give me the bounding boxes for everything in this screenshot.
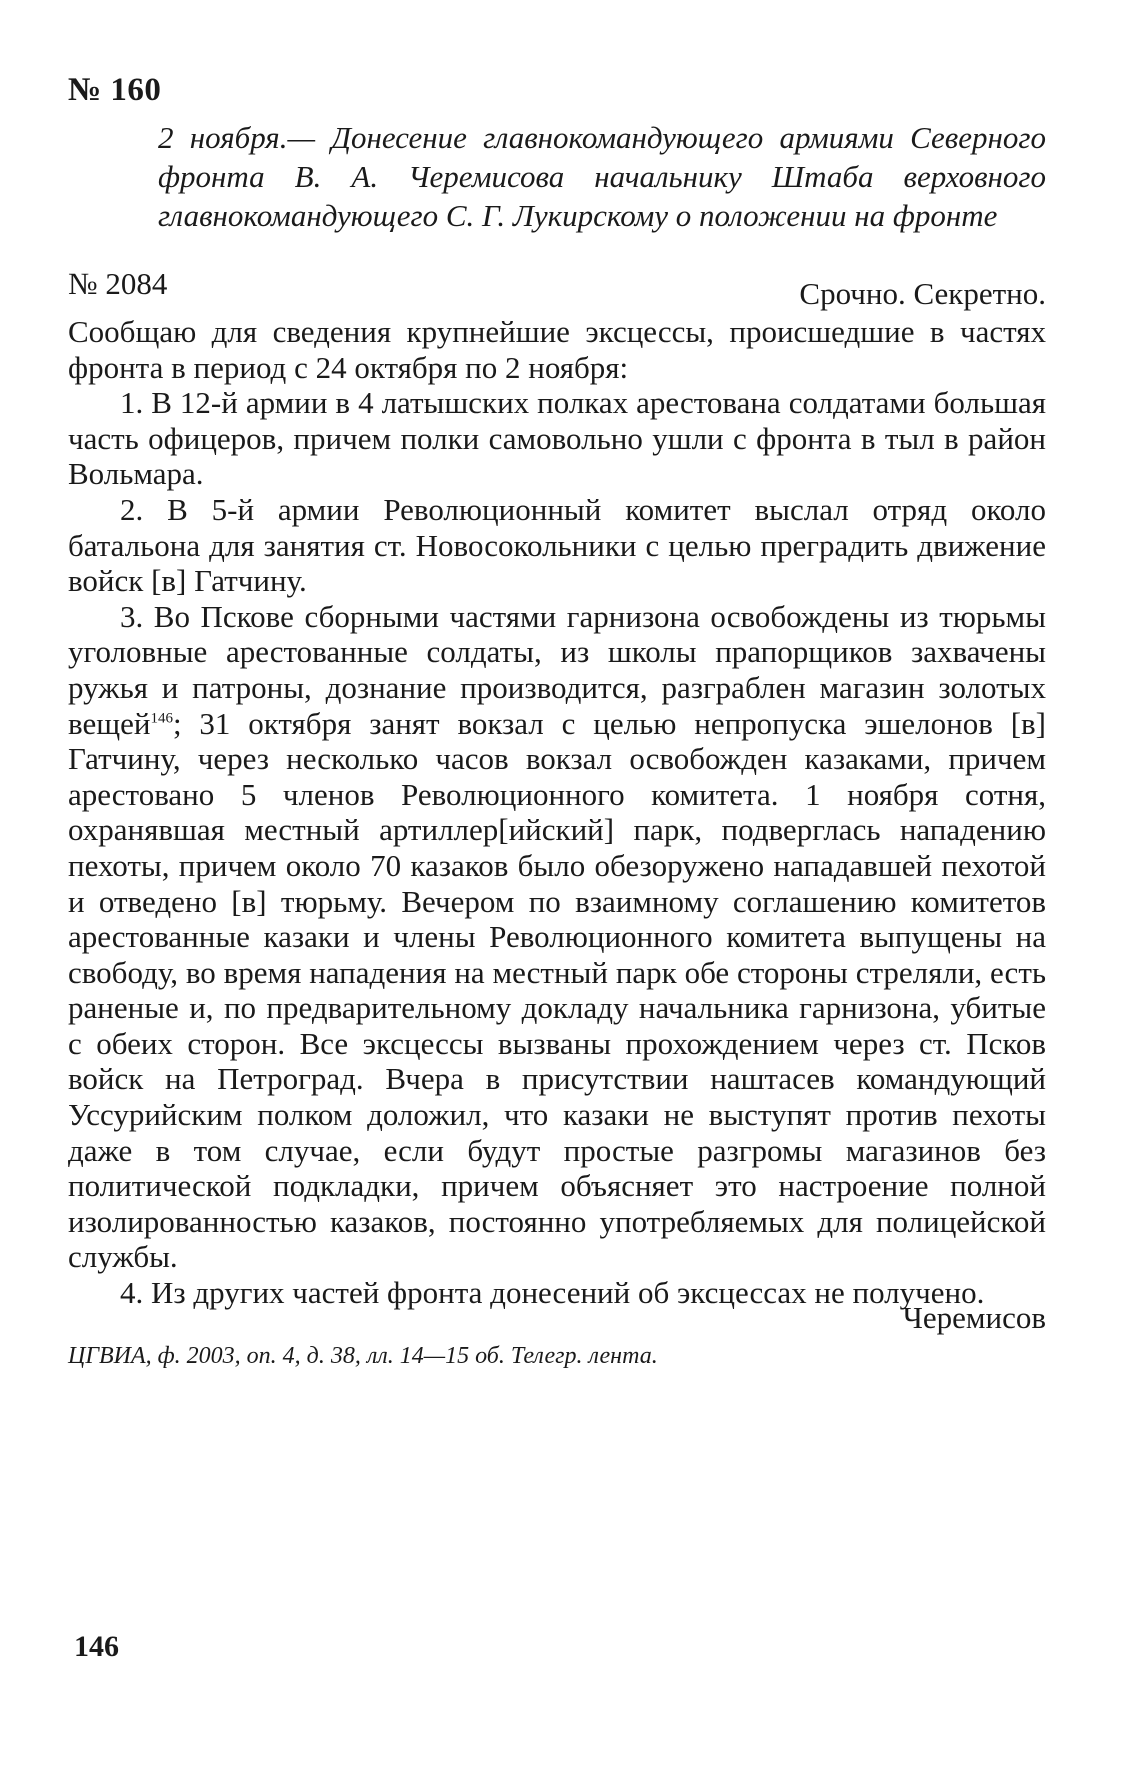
document-title: 2 ноября.— Донесение главнокомандующего армиями Северного фронта В. А. Черемисова начальнику Штаба верховного главнокомандующего С. Г. Лукирскому о положении на фронте <box>158 120 1046 233</box>
report-item-3-start: 3. Во Пскове сборными частями гарнизона освобождены из тюрьмы уголовные арестованные солдаты, из школы прапорщиков захвачены ружья и патроны, дознание производится, разграблен магазин золотых вещей <box>68 598 1046 741</box>
classification-label: Срочно. Секретно. <box>799 276 1046 311</box>
report-item-4: 4. Из других частей фронта донесений об эксцессах не получено. <box>120 1275 985 1311</box>
signature: Черемисов <box>902 1300 1046 1335</box>
report-item-3-end: ; 31 октября занят вокзал с целью непропуска эшелонов [в] Гатчину, через несколько часов вокзал освобожден казаками, причем арестовано 5 членов Революционного комитета. 1 ноября сотня, охранявшая местный артиллер[ийский] парк, подверглась нападению пехоты, причем около 70 казаков было обезоружено нападавшей пехотой и отведено [в] тюрьму. Вечером по взаимному соглашению комитетов арестованные казаки и члены Революционного комитета выпущены на свободу, во время нападения на местный парк обе стороны стреляли, есть раненые и, по предварительному докладу начальника гарнизона, убитые с обеих сторон. Все эксцессы вызваны прохождением через ст. Псков войск на Петроград. Вчера в присутствии наштасев командующий Уссурийским полком доложил, что казаки не выступят против пехоты даже в том случае, если будут простые разгромы магазинов без политической подкладки, причем объясняет это настроение полной изолированностью казаков, постоянно употребляемых для полицейской службы. <box>68 705 1046 1275</box>
footnote-mark: 146 <box>150 710 173 727</box>
page-number: 146 <box>74 1630 119 1663</box>
report-item-1: 1. В 12-й армии в 4 латышских полках арестована солдатами большая часть офицеров, причем полки самовольно ушли с фронта в тыл в район Вольмара. <box>68 385 1046 492</box>
document-number: № 160 <box>68 72 162 108</box>
archive-source: ЦГВИА, ф. 2003, оп. 4, д. 38, лл. 14—15 об. Телегр. лента. <box>68 1343 658 1369</box>
registration-number: № 2084 <box>68 266 168 301</box>
report-intro: Сообщаю для сведения крупнейшие эксцессы, происшедшие в частях фронта в период с 24 октября по 2 ноября: <box>68 314 1046 385</box>
report-body <box>68 314 1046 1311</box>
report-item-2: 2. В 5-й армии Революционный комитет выслал отряд около батальона для занятия ст. Новосокольники с целью преградить движение войск [в] Гатчину. <box>68 491 1046 599</box>
report-item-3 <box>68 599 1046 1275</box>
